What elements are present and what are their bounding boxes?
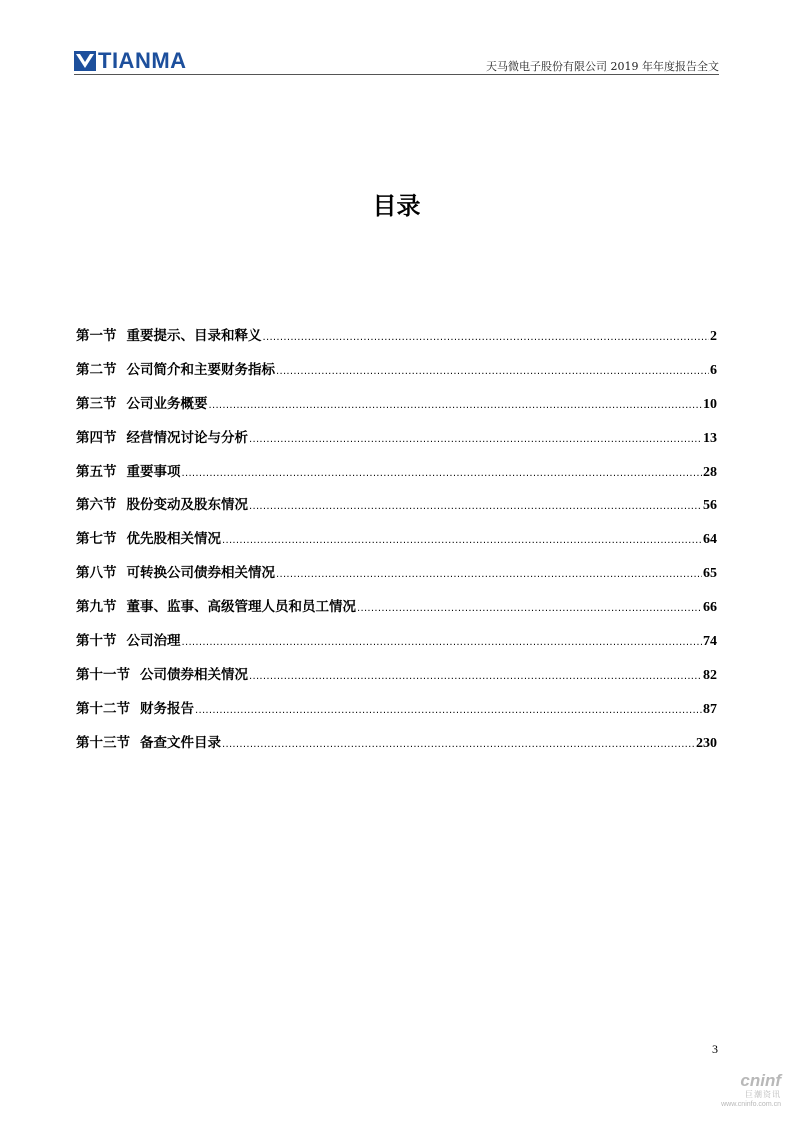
- toc-page-number: 64: [703, 532, 717, 548]
- toc-section-title: 股份变动及股东情况: [126, 497, 248, 514]
- toc-leader-dots: [249, 434, 702, 445]
- tianma-logo: [74, 50, 187, 72]
- toc-entry[interactable]: [76, 358, 717, 392]
- toc-leader-dots: [195, 705, 702, 716]
- toc-leader-dots: [357, 603, 702, 614]
- toc-leader-dots: [249, 501, 702, 512]
- toc-leader-dots: [222, 739, 695, 750]
- toc-section-title: 公司债券相关情况: [140, 666, 248, 683]
- toc-entry[interactable]: [76, 731, 717, 765]
- logo-text: TIANMA: [98, 48, 187, 73]
- toc-entry[interactable]: [76, 392, 717, 426]
- watermark-subtitle: 巨潮资讯: [745, 1090, 781, 1099]
- toc-entry[interactable]: [76, 527, 717, 561]
- toc-entry[interactable]: [76, 663, 717, 697]
- toc-page-number: 66: [703, 600, 717, 616]
- page-number: 3: [712, 1042, 718, 1056]
- toc-page-number: 56: [703, 498, 717, 514]
- toc-page-number: 10: [703, 396, 717, 412]
- toc-section-number: 第三节: [76, 395, 117, 412]
- toc-section-title: 优先股相关情况: [126, 531, 221, 548]
- toc-page-number: 230: [696, 735, 717, 751]
- toc-leader-dots: [182, 637, 703, 648]
- toc-section-title: 董事、监事、高级管理人员和员工情况: [126, 599, 356, 616]
- header-title: 天马微电子股份有限公司 2019 年年度报告全文: [486, 60, 719, 73]
- toc-leader-dots: [276, 366, 709, 377]
- toc-entry[interactable]: [76, 426, 717, 460]
- toc-entry[interactable]: [76, 493, 717, 527]
- toc-section-number: 第八节: [76, 565, 117, 582]
- toc-page-number: 74: [703, 634, 717, 650]
- toc-section-number: 第十一节: [76, 666, 130, 683]
- toc-section-number: 第四节: [76, 429, 117, 446]
- page-header: [74, 48, 719, 75]
- toc-section-title: 公司治理: [126, 633, 181, 650]
- toc-page-number: 82: [703, 667, 717, 683]
- toc-section-title: 财务报告: [140, 700, 194, 717]
- toc-section-number: 第五节: [76, 463, 117, 480]
- toc-leader-dots: [263, 332, 710, 343]
- toc-leader-dots: [222, 535, 702, 546]
- toc-section-number: 第十三节: [76, 734, 130, 751]
- toc-entry[interactable]: [76, 460, 717, 494]
- watermark-url: www.cninfo.com.cn: [721, 1101, 781, 1108]
- page-title: 目录: [372, 192, 421, 220]
- toc-entry[interactable]: [76, 595, 717, 629]
- toc-section-title: 可转换公司债券相关情况: [126, 565, 275, 582]
- table-of-contents: [76, 324, 717, 765]
- toc-section-number: 第六节: [76, 497, 117, 514]
- toc-section-title: 重要提示、目录和释义: [126, 328, 262, 344]
- toc-section-number: 第二节: [76, 361, 117, 378]
- toc-section-number: 第十二节: [76, 700, 130, 717]
- watermark-logo: cninf: [740, 1071, 781, 1090]
- cninfo-watermark: [703, 1072, 781, 1112]
- toc-section-number: 第十节: [76, 633, 117, 650]
- toc-section-title: 公司业务概要: [126, 395, 208, 412]
- toc-page-number: 28: [703, 464, 717, 480]
- toc-section-title: 重要事项: [126, 463, 181, 480]
- tianma-logo-icon: [74, 51, 96, 71]
- toc-leader-dots: [209, 400, 703, 411]
- toc-page-number: 65: [703, 566, 717, 582]
- toc-page-number: 6: [710, 362, 717, 378]
- toc-leader-dots: [182, 468, 703, 479]
- toc-page-number: 2: [710, 329, 717, 344]
- toc-section-number: 第七节: [76, 531, 117, 548]
- toc-leader-dots: [276, 569, 702, 580]
- toc-entry[interactable]: [76, 324, 717, 358]
- toc-section-title: 公司简介和主要财务指标: [126, 361, 275, 378]
- toc-section-number: 第一节: [76, 328, 117, 344]
- toc-section-title: 备查文件目录: [140, 734, 221, 751]
- toc-section-number: 第九节: [76, 599, 117, 616]
- toc-entry[interactable]: [76, 697, 717, 731]
- toc-entry[interactable]: [76, 561, 717, 595]
- toc-leader-dots: [249, 671, 702, 682]
- toc-page-number: 13: [703, 430, 717, 446]
- toc-section-title: 经营情况讨论与分析: [126, 429, 248, 446]
- toc-entry[interactable]: [76, 629, 717, 663]
- toc-page-number: 87: [703, 701, 717, 717]
